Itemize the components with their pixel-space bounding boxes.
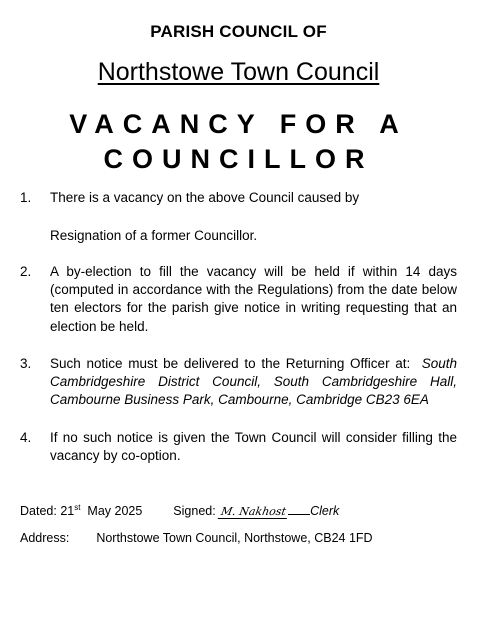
- item-text: Resignation of a former Councillor.: [50, 228, 258, 243]
- vacancy-title-line2: COUNCILLOR: [103, 144, 374, 174]
- item-text: There is a vacancy on the above Council caused by: [50, 190, 360, 205]
- address-value: Northstowe Town Council, Northstowe, CB24 1FD: [96, 531, 373, 545]
- item-number: 1.: [20, 190, 32, 205]
- dated-day: 21: [60, 504, 75, 519]
- item-text: If no such notice is given the Town Council will consider filling the vacancy by co-option.: [50, 430, 457, 464]
- item-text-italic-address: South Cambridgeshire District Council, South Cambridgeshire Hall, Cambourne Business Park, Cambourne, Cambridge CB23 6EA: [50, 356, 457, 408]
- item-text-plain: Such notice must be delivered to the Returning Officer at:: [50, 356, 411, 371]
- clerk-label: Clerk: [310, 504, 340, 519]
- item-number: 2.: [20, 264, 32, 279]
- council-name-heading: [0, 58, 477, 87]
- item-text: A by-election to fill the vacancy will be held if within 14 days (computed in accordance with the Regulations) from the date below ten electors for the parish give notice in writing requesting that an election be held.: [50, 264, 457, 334]
- address-label: Address:: [20, 531, 70, 545]
- parish-council-heading: PARISH COUNCIL OF: [150, 22, 327, 41]
- item-number: 4.: [20, 430, 32, 445]
- council-name-text: Northstowe Town Council: [97, 58, 380, 86]
- signed-label: Signed:: [173, 504, 216, 519]
- address-line: [20, 531, 373, 545]
- dated-month-year: May 2025: [87, 504, 143, 519]
- signature: M. Nakhost: [218, 505, 289, 519]
- dated-suffix: st: [74, 503, 81, 512]
- dated-line: [20, 503, 339, 519]
- vacancy-title-line1: VACANCY FOR A: [69, 109, 408, 139]
- dated-label: Dated:: [20, 504, 57, 519]
- item-text: [50, 355, 457, 410]
- item-number: 3.: [20, 356, 32, 371]
